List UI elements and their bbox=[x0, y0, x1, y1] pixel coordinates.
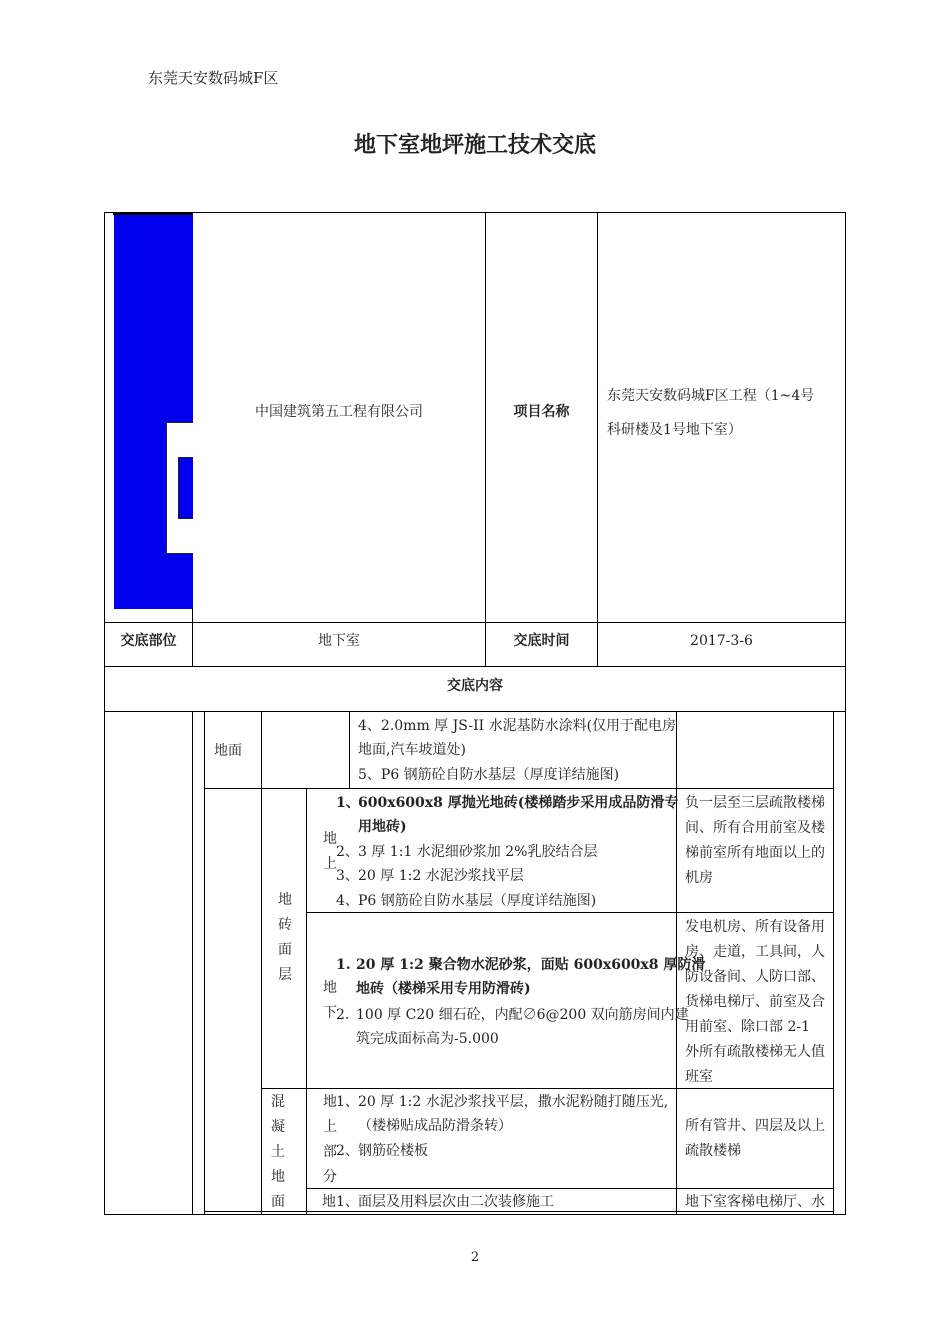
row-line: 地砖（楼梯采用专用防滑砖) bbox=[356, 981, 531, 997]
step-number: 2、 bbox=[336, 844, 359, 860]
project-name-label: 项目名称 bbox=[513, 404, 570, 420]
row-line: 100 厚 C20 细石砼，内配∅6@200 双向筋房间内建 bbox=[356, 1007, 689, 1023]
row-line: 600x600x8 厚抛光地砖(楼梯踏步采用成品防滑专 bbox=[358, 795, 679, 811]
concrete-below-scope: 地下室客梯电梯厅、水 bbox=[685, 1194, 825, 1210]
concrete-floor-group-label: 混凝土地面 bbox=[271, 1094, 285, 1210]
row-line: 筑完成面标高为-5.000 bbox=[356, 1031, 499, 1047]
part-value: 地下室 bbox=[318, 633, 360, 649]
below-ground-scope: 发电机房、所有设备用房、走道，工具间，人防设备间、人防口部、货梯电梯厅、前室及合用前室、除口部 2-1 外所有疏散楼梯无人值班室 bbox=[685, 919, 825, 1085]
step-number: 2. bbox=[336, 1007, 350, 1023]
above-ground-scope: 负一层至三层疏散楼梯间、所有合用前室及楼梯前室所有地面以上的机房 bbox=[685, 795, 825, 886]
row-line: 20 厚 1:2 水泥沙浆找平层 bbox=[358, 868, 524, 884]
step-number: 2、 bbox=[336, 1143, 359, 1159]
row-line: 5、P6 钢筋砼自防水基层（厚度详结施图) bbox=[358, 767, 620, 783]
row-line: 面层及用料层次由二次装修施工 bbox=[358, 1194, 554, 1210]
step-number: 1、 bbox=[336, 1194, 359, 1210]
row-line: P6 钢筋砼自防水基层（厚度详结施图) bbox=[358, 893, 597, 909]
page-title: 地下室地坪施工技术交底 bbox=[353, 133, 596, 158]
concrete-above-label: 地上部分 bbox=[323, 1094, 337, 1185]
step-number: 1、 bbox=[336, 1094, 359, 1110]
header-project-name: 东莞天安数码城F区 bbox=[148, 69, 279, 87]
row-line: 20 厚 1:2 聚合物水泥砂浆，面贴 600x600x8 厚防滑 bbox=[356, 957, 706, 973]
part-label: 交底部位 bbox=[120, 633, 177, 649]
row-line: 钢筋砼楼板 bbox=[358, 1143, 428, 1159]
row-line: （楼梯贴成品防滑条转） bbox=[358, 1118, 512, 1134]
row-line: 4、2.0mm 厚 JS-II 水泥基防水涂料(仅用于配电房 bbox=[358, 718, 677, 734]
row-line: 用地砖) bbox=[358, 819, 407, 835]
step-number: 4、 bbox=[336, 893, 359, 909]
step-number: 3、 bbox=[336, 868, 359, 884]
project-name-value-line2: 科研楼及1号地下室） bbox=[607, 422, 742, 438]
company-name: 中国建筑第五工程有限公司 bbox=[255, 404, 423, 420]
content-label: 交底内容 bbox=[447, 678, 503, 694]
row-floor-label: 地面 bbox=[214, 743, 242, 759]
page-number: 2 bbox=[470, 1250, 480, 1265]
row-line: 20 厚 1:2 水泥沙浆找平层，撒水泥粉随打随压光, bbox=[358, 1094, 669, 1110]
project-name-value-line1: 东莞天安数码城F区工程（1~4号 bbox=[607, 388, 815, 404]
above-ground-label: 地上 bbox=[323, 831, 337, 872]
concrete-below-label: 地 bbox=[322, 1194, 336, 1210]
step-number: 1、 bbox=[336, 795, 360, 811]
time-value: 2017-3-6 bbox=[690, 633, 753, 649]
below-ground-label: 地下 bbox=[323, 980, 337, 1021]
row-line: 3 厚 1:1 水泥细砂浆加 2%乳胶结合层 bbox=[358, 844, 598, 860]
time-label: 交底时间 bbox=[513, 633, 570, 649]
tile-layer-group-label: 地砖面层 bbox=[278, 892, 292, 983]
step-number: 1. bbox=[336, 957, 351, 973]
concrete-above-scope: 所有管井、四层及以上疏散楼梯 bbox=[685, 1118, 825, 1159]
row-line: 地面,汽车坡道处) bbox=[358, 742, 466, 758]
